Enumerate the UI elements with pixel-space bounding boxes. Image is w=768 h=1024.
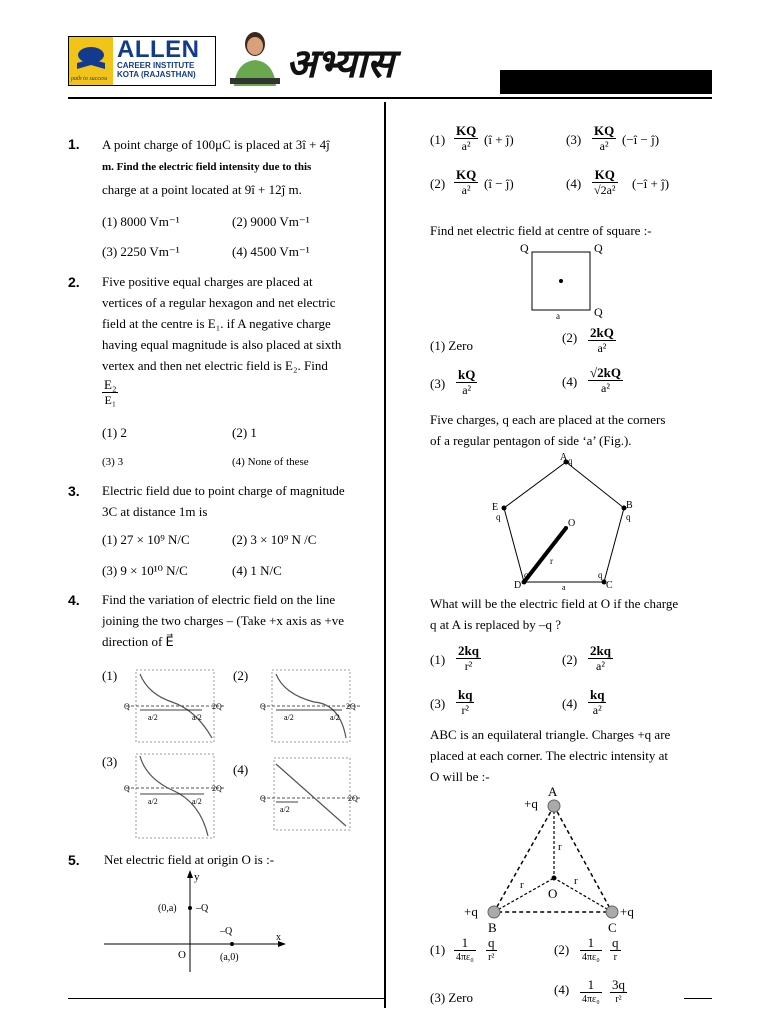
charge-label: q <box>598 570 603 580</box>
charge-label: q <box>496 512 501 522</box>
vertex-label-a: A <box>548 784 558 799</box>
point-1-label: (0,a) <box>158 903 177 914</box>
q5-option-4-label[interactable]: (4) <box>566 176 582 191</box>
q4-option-4-label[interactable]: (4) <box>233 762 249 777</box>
charge-a: +q <box>524 796 538 811</box>
header-black-bar <box>500 70 712 94</box>
graph-half-right: a/2 <box>192 713 202 722</box>
frac-den: a² <box>597 341 607 355</box>
frac-den: a² <box>599 139 609 153</box>
q5-option-3-label[interactable]: (3) <box>566 132 582 147</box>
q3-option-2[interactable]: (2) 3 × 10⁹ N /C <box>232 532 317 547</box>
triangle-option-1-label[interactable]: (1) <box>430 942 446 957</box>
frac-num: KQ <box>594 123 615 138</box>
q1-line: m. Find the electric field intensity due to this <box>102 161 312 173</box>
radius-label: r <box>574 875 578 887</box>
frac-num: 2kQ <box>590 325 614 340</box>
q1-number: 1. <box>68 136 80 152</box>
square-option-2-frac <box>588 326 616 355</box>
graph-q-left: Q <box>124 784 130 793</box>
side-label: a <box>556 311 560 320</box>
graph-half-left: a/2 <box>280 805 290 814</box>
frac-num: √2kQ <box>590 365 621 380</box>
pentagon-line: Five charges, q each are placed at the corners <box>430 412 666 427</box>
radius-label: r <box>550 556 553 566</box>
frac-num: KQ <box>592 168 618 183</box>
q5-option-3-frac <box>592 124 616 153</box>
radius-label: r <box>520 879 524 891</box>
q5-option-4-frac <box>592 168 618 197</box>
q2-line: vertices of a regular hexagon and net electric <box>102 295 336 310</box>
footer-rule-right <box>684 998 712 999</box>
q3-option-1[interactable]: (1) 27 × 10⁹ N/C <box>102 532 190 547</box>
triangle-line: O will be :- <box>430 769 490 784</box>
vertex-label-b: B <box>488 920 497 935</box>
triangle-question-text <box>430 724 710 787</box>
pentagon-ask <box>430 593 710 635</box>
center-label-o: O <box>568 518 576 529</box>
frac-den: a² <box>461 183 471 197</box>
q4-option-1-label[interactable]: (1) <box>102 668 118 683</box>
frac-num: kQ <box>458 367 476 382</box>
q4-option-2-label[interactable]: (2) <box>233 668 249 683</box>
q3-number: 3. <box>68 483 80 499</box>
pentagon-option-3-frac <box>456 688 474 717</box>
q4-line: Find the variation of electric field on the line <box>102 592 336 607</box>
pentagon-question-text <box>430 409 710 451</box>
q3-option-3[interactable]: (3) 9 × 10¹⁰ N/C <box>102 563 188 578</box>
q2-option-3[interactable]: (3) 3 <box>102 456 124 468</box>
frac-den: r² <box>461 703 470 717</box>
graph-q-left: Q <box>260 794 266 803</box>
q5-axes-diagram <box>104 868 294 976</box>
q5-option-3-vector: (−î − ĵ) <box>622 132 660 147</box>
logo-line1: CAREER INSTITUTE <box>117 61 195 70</box>
charge-2-label: –Q <box>220 926 233 937</box>
q5-option-1-vector: (î + ĵ) <box>484 132 514 147</box>
triangle-option-1-frac <box>486 936 497 965</box>
vertex-label-d: D <box>514 580 522 591</box>
triangle-option-3[interactable]: (3) Zero <box>430 990 473 1005</box>
pentagon-line: of a regular pentagon of side ‘a’ (Fig.). <box>430 433 632 448</box>
triangle-diagram <box>462 782 652 936</box>
q1-line: charge at a point located at 9î + 12ĵ m. <box>102 182 302 197</box>
charge-label: q <box>568 456 573 466</box>
graph-half-right: a/2 <box>330 713 340 722</box>
pentagon-option-1-label[interactable]: (1) <box>430 652 446 667</box>
q1-option-2[interactable]: (2) 9000 Vm⁻¹ <box>232 214 310 229</box>
triangle-option-2-frac-const <box>580 936 602 965</box>
graph-q-right: 2Q <box>212 784 222 793</box>
frac-den: 4πε₀ <box>456 952 474 963</box>
radius-label: r <box>558 841 562 853</box>
q2-line: field at the centre is E₁. if A negative charge <box>102 316 331 331</box>
pentagon-diagram <box>486 448 640 592</box>
frac-den: √2a² <box>594 183 616 197</box>
logo-emblem <box>69 37 113 85</box>
square-option-4-frac <box>588 366 623 395</box>
frac-den: a² <box>596 659 605 673</box>
triangle-option-4-label[interactable]: (4) <box>554 982 570 997</box>
corner-charge: Q <box>594 241 603 255</box>
origin-label: O <box>178 949 186 961</box>
graph-q-left: Q <box>260 702 266 711</box>
q2-line: vertex and then net electric field is E₂. Find <box>102 358 328 373</box>
graph-q-right: 2Q <box>212 702 222 711</box>
corner-charge: Q <box>594 305 603 319</box>
vertex-label-e: E <box>492 502 499 513</box>
frac-num: 1 <box>580 978 602 993</box>
q4-option-3-label[interactable]: (3) <box>102 754 118 769</box>
frac-num: KQ <box>456 167 477 182</box>
charge-b: +q <box>464 904 478 919</box>
triangle-option-2-label[interactable]: (2) <box>554 942 570 957</box>
charge-c: +q <box>620 904 634 919</box>
pentagon-option-4-label[interactable]: (4) <box>562 696 578 711</box>
header-rule <box>68 97 712 99</box>
frac-num: 2kq <box>590 643 611 658</box>
q2-frac-den: E₁ <box>104 393 116 407</box>
footer-rule-left <box>68 998 384 999</box>
q5-number: 5. <box>68 852 80 868</box>
frac-den: a² <box>601 381 610 395</box>
frac-den: r² <box>488 952 495 963</box>
q5-option-1-frac <box>454 124 478 153</box>
center-label-o: O <box>548 886 558 901</box>
q4-graph-4[interactable] <box>258 754 362 834</box>
square-option-4-label[interactable]: (4) <box>562 374 578 389</box>
q2-option-2[interactable]: (2) 1 <box>232 425 257 440</box>
pentagon-ask-line: What will be the electric field at O if the charge <box>430 596 679 611</box>
frac-num: 2kq <box>458 643 479 658</box>
frac-num: KQ <box>456 123 477 138</box>
charge-label: q <box>626 512 631 522</box>
frac-den: r <box>613 952 617 963</box>
allen-logo <box>68 36 216 86</box>
q5-text: Net electric field at origin O is :- <box>104 852 275 867</box>
frac-num: 3q <box>612 977 625 992</box>
triangle-line: ABC is an equilateral triangle. Charges +q are <box>430 727 671 742</box>
frac-den: 4πε₀ <box>582 952 600 963</box>
y-axis-label: y <box>194 871 200 883</box>
q4-text <box>102 589 372 652</box>
q3-line: 3C at distance 1m is <box>102 504 208 519</box>
q2-line: having equal magnitude is also placed at sixth <box>102 337 342 352</box>
q5-option-4-vector: (−î + ĵ) <box>632 176 670 191</box>
graph-half-left: a/2 <box>148 713 158 722</box>
vertex-label-b: B <box>626 500 633 511</box>
q5-option-2-label[interactable]: (2) <box>430 176 446 191</box>
q1-option-3[interactable]: (3) 2250 Vm⁻¹ <box>102 244 180 259</box>
pentagon-option-1-frac <box>456 644 481 673</box>
q5-option-2-vector: (î − ĵ) <box>484 176 514 191</box>
frac-num: q <box>612 935 619 950</box>
triangle-option-2-frac <box>610 936 621 965</box>
frac-den: 4πε₀ <box>582 994 600 1005</box>
q1-text <box>102 134 372 200</box>
pentagon-option-4-frac <box>588 688 606 717</box>
pentagon-option-2-frac <box>588 644 613 673</box>
q2-line: Five positive equal charges are placed at <box>102 274 313 289</box>
q4-graph-1[interactable] <box>122 664 226 744</box>
frac-den: r² <box>615 994 622 1005</box>
frac-num: 1 <box>454 936 476 951</box>
graph-q-right: 2Q <box>346 702 356 711</box>
page-title: अभ्यास <box>286 41 394 87</box>
frac-den: r² <box>464 659 473 673</box>
side-label: a <box>562 583 566 592</box>
q4-number: 4. <box>68 592 80 608</box>
logo-name: ALLEN <box>117 36 200 63</box>
triangle-option-4-frac <box>610 978 627 1007</box>
triangle-option-1-frac-const <box>454 936 476 965</box>
q2-text <box>102 271 372 376</box>
q5-option-1-label[interactable]: (1) <box>430 132 446 147</box>
q5-option-2-frac <box>454 168 478 197</box>
charge-label: q <box>524 570 529 580</box>
square-question-text: Find net electric field at centre of square :- <box>430 223 652 238</box>
logo-tagline: path to success <box>71 76 108 82</box>
vertex-label-c: C <box>608 920 617 935</box>
vertex-label-c: C <box>606 580 613 591</box>
q2-frac-num: E₂ <box>104 377 117 392</box>
graph-q-right: 2Q <box>348 794 358 803</box>
q2-fraction <box>102 378 118 407</box>
column-divider <box>384 102 386 1008</box>
frac-num: q <box>488 935 495 950</box>
square-option-1[interactable]: (1) Zero <box>430 338 473 353</box>
graph-half-left: a/2 <box>148 797 158 806</box>
frac-den: a² <box>461 139 471 153</box>
teacher-photo <box>228 30 282 86</box>
square-option-2-label[interactable]: (2) <box>562 330 578 345</box>
corner-charge: Q <box>520 241 529 255</box>
q2-number: 2. <box>68 274 80 290</box>
q2-option-1[interactable]: (1) 2 <box>102 425 127 440</box>
frac-num: kq <box>590 687 605 702</box>
graph-q-left: Q <box>124 702 130 711</box>
q3-option-4[interactable]: (4) 1 N/C <box>232 563 282 578</box>
q4-line: direction of E⃗ <box>102 634 174 649</box>
q4-graph-3[interactable] <box>122 750 226 842</box>
q4-graph-2[interactable] <box>258 664 362 744</box>
triangle-option-4-frac-const <box>580 978 602 1007</box>
pentagon-option-2-label[interactable]: (2) <box>562 652 578 667</box>
frac-num: kq <box>458 687 473 702</box>
q4-line: joining the two charges – (Take +x axis as +ve <box>102 613 345 628</box>
q1-line: A point charge of 100μC is placed at 3î + 4ĵ <box>102 137 330 152</box>
q2-option-4[interactable]: (4) None of these <box>232 456 309 468</box>
square-option-3-frac <box>456 368 477 397</box>
triangle-line: placed at each corner. The electric intensity at <box>430 748 668 763</box>
logo-line2: KOTA (RAJASTHAN) <box>117 70 196 79</box>
q3-text <box>102 480 372 522</box>
charge-1-label: –Q <box>196 903 209 914</box>
pentagon-option-3-label[interactable]: (3) <box>430 696 446 711</box>
graph-half-left: a/2 <box>284 713 294 722</box>
square-option-3-label[interactable]: (3) <box>430 376 446 391</box>
q3-line: Electric field due to point charge of magnitude <box>102 483 345 498</box>
point-2-label: (a,0) <box>220 952 239 963</box>
vertex-label-a: A <box>560 452 568 463</box>
q1-option-4[interactable]: (4) 4500 Vm⁻¹ <box>232 244 310 259</box>
frac-den: a² <box>592 703 602 717</box>
graph-half-right: a/2 <box>192 797 202 806</box>
pentagon-ask-line: q at A is replaced by –q ? <box>430 617 562 632</box>
frac-num: 1 <box>580 936 602 951</box>
frac-den: a² <box>462 383 472 397</box>
x-axis-label: x <box>276 932 281 943</box>
square-diagram <box>516 240 616 320</box>
q1-option-1[interactable]: (1) 8000 Vm⁻¹ <box>102 214 180 229</box>
